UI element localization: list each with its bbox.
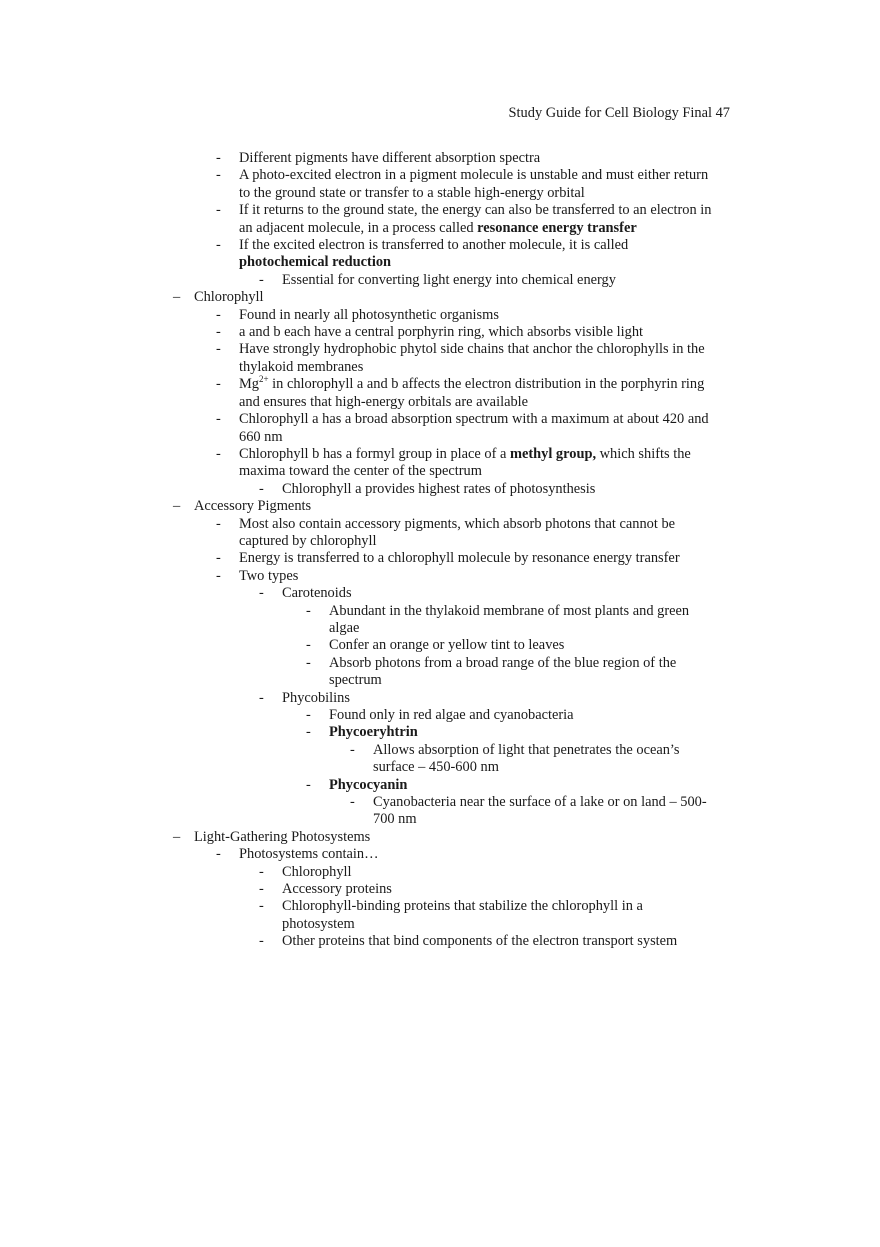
outline-item — [0, 237, 880, 272]
outline-item-text — [0, 707, 880, 724]
outline-item-text — [0, 655, 880, 690]
bullet-marker: - — [216, 376, 221, 393]
text-line: Found only in red algae and cyanobacteria — [329, 707, 574, 723]
bullet-marker: - — [259, 271, 264, 288]
bullet-marker: - — [350, 741, 355, 758]
bullet-marker: - — [306, 707, 311, 723]
bullet-marker: - — [259, 689, 264, 706]
text-line: a and b each have a central porphyrin ring, which absorbs visible light — [239, 324, 644, 341]
bullet-marker: - — [259, 585, 264, 602]
outline-item — [0, 516, 880, 551]
outline-item — [0, 568, 880, 585]
text-line: and ensures that high-energy orbitals are available — [239, 393, 529, 410]
outline-item — [0, 341, 880, 376]
outline-item — [0, 202, 880, 237]
text-line: Accessory proteins — [282, 881, 392, 898]
outline-item-text — [0, 289, 880, 306]
text-line: photosystem — [282, 915, 355, 932]
outline-item-text — [0, 307, 880, 324]
text-line: Essential for converting light energy into chemical energy — [282, 271, 616, 288]
bullet-marker: - — [306, 654, 311, 671]
text-line: Most also contain accessory pigments, which absorb photons that cannot be — [239, 515, 676, 532]
outline-item — [0, 829, 880, 846]
outline-item-text — [0, 550, 880, 567]
bullet-marker: - — [259, 898, 264, 915]
bullet-marker: – — [173, 498, 181, 515]
outline-item-text — [0, 411, 880, 446]
text-line: Chlorophyll b has a formyl group in place of a methyl group, which shifts the — [239, 445, 691, 462]
outline-item-text — [0, 585, 880, 602]
text-line: an adjacent molecule, in a process called resonance energy transfer — [239, 219, 637, 236]
bold-term: Phycocyanin — [329, 776, 408, 793]
bullet-marker: - — [216, 324, 221, 341]
outline-item-text — [0, 150, 880, 167]
outline-item-text — [0, 864, 880, 881]
outline-item-text — [0, 376, 880, 411]
outline-item — [0, 864, 880, 881]
text-line: Accessory Pigments — [194, 498, 312, 515]
text-line: 660 nm — [239, 428, 283, 445]
bullet-marker: - — [259, 933, 264, 950]
outline-item — [0, 167, 880, 202]
outline-item — [0, 846, 880, 863]
outline-item-text — [0, 777, 880, 794]
text-line: spectrum — [329, 672, 382, 689]
text-line: Chlorophyll a has a broad absorption spectrum with a maximum at about 420 and — [239, 411, 709, 428]
bold-term: resonance energy transfer — [477, 219, 637, 236]
outline-item-text — [0, 898, 880, 933]
text-line: Absorb photons from a broad range of the blue region of the — [329, 654, 677, 671]
outline-item — [0, 498, 880, 515]
bullet-marker: - — [216, 202, 221, 219]
text-line: surface – 450-600 nm — [373, 759, 499, 776]
outline-item — [0, 881, 880, 898]
bullet-marker: - — [216, 150, 221, 166]
text-line: maxima toward the center of the spectrum — [239, 463, 482, 480]
text-line: Chlorophyll a provides highest rates of photosynthesis — [282, 480, 596, 497]
text-line: Other proteins that bind components of the electron transport system — [282, 933, 678, 950]
text-line: Confer an orange or yellow tint to leaves — [329, 637, 565, 654]
outline-item — [0, 898, 880, 933]
bullet-marker: - — [259, 480, 264, 497]
outline-item-text — [0, 794, 880, 829]
outline-item — [0, 307, 880, 324]
text-line: If the excited electron is transferred to another molecule, it is called — [239, 237, 629, 254]
text-line: If it returns to the ground state, the energy can also be transferred to an electron in — [239, 202, 712, 219]
outline-item-text — [0, 568, 880, 585]
text-line: Abundant in the thylakoid membrane of most plants and green — [329, 602, 690, 619]
bullet-marker: - — [216, 515, 221, 532]
outline-item-text — [0, 167, 880, 202]
bullet-marker: - — [259, 881, 264, 898]
text-line: $Mg^{2+}$ in chlorophyll a and b affects the electron distribution in the porphyrin ring — [239, 374, 705, 393]
text-line — [329, 724, 880, 741]
bullet-marker: - — [216, 846, 221, 863]
outline-item-text — [0, 272, 880, 289]
bold-term: photochemical reduction — [239, 254, 392, 271]
text-line: Chlorophyll-binding proteins that stabilize the chlorophyll in a — [282, 898, 643, 915]
text-line: Light-Gathering Photosystems — [194, 828, 371, 845]
outline-item — [0, 794, 880, 829]
bullet-marker: - — [216, 341, 221, 358]
text-line: Chlorophyll — [282, 863, 352, 880]
bullet-marker: - — [216, 550, 221, 567]
page-header: Study Guide for Cell Biology Final 47 — [508, 105, 730, 121]
outline-item-text — [0, 690, 880, 707]
outline-item — [0, 637, 880, 654]
bullet-marker: - — [216, 167, 221, 184]
outline-item — [0, 724, 880, 741]
outline-item-text — [0, 603, 880, 638]
outline-item — [0, 742, 880, 777]
bullet-marker: – — [173, 828, 181, 845]
bullet-marker: - — [350, 794, 355, 811]
outline-item-text — [0, 237, 880, 272]
text-line: captured by chlorophyll — [239, 532, 377, 549]
outline-item — [0, 376, 880, 411]
outline-item-text — [0, 324, 880, 341]
bullet-marker: - — [306, 602, 311, 619]
outline-item — [0, 324, 880, 341]
outline-item-text — [0, 341, 880, 376]
outline-item — [0, 777, 880, 794]
outline-item — [0, 585, 880, 602]
outline-item — [0, 603, 880, 638]
bold-term: methyl group, — [509, 445, 597, 462]
outline-item-text — [0, 846, 880, 863]
bullet-marker: - — [306, 637, 311, 654]
text-line: Allows absorption of light that penetrates the ocean’s — [373, 741, 680, 758]
text-line: 700 nm — [373, 811, 417, 828]
outline-item — [0, 411, 880, 446]
text-line: Have strongly hydrophobic phytol side chains that anchor the chlorophylls in the — [239, 341, 705, 358]
outline-item-text — [0, 724, 880, 741]
outline-item-text — [0, 516, 880, 551]
outline-item — [0, 150, 880, 167]
bullet-marker: - — [216, 445, 221, 462]
outline-item — [0, 655, 880, 690]
text-line — [239, 254, 880, 271]
text-line: Chlorophyll — [194, 289, 264, 306]
text-line: Phycobilins — [282, 689, 350, 706]
text-line: to the ground state or transfer to a stable high-energy orbital — [239, 184, 585, 201]
bold-term: Phycoeryhtrin — [329, 724, 418, 741]
text-line: Two types — [239, 567, 299, 584]
bullet-marker: - — [306, 724, 311, 741]
outline-item-text — [0, 498, 880, 515]
outline-item-text — [0, 933, 880, 950]
outline-item-text — [0, 742, 880, 777]
bullet-marker: - — [259, 863, 264, 880]
bullet-marker: - — [216, 237, 221, 254]
outline-item-text — [0, 481, 880, 498]
text-line: Photosystems contain… — [239, 846, 379, 863]
bullet-marker: - — [216, 567, 221, 584]
outline-item-text — [0, 446, 880, 481]
text-line: algae — [329, 619, 360, 636]
text-line: Carotenoids — [282, 585, 352, 602]
outline-item — [0, 481, 880, 498]
outline-item-text — [0, 202, 880, 237]
outline-item-text — [0, 637, 880, 654]
text-line: Found in nearly all photosynthetic organisms — [239, 306, 499, 323]
bullet-marker: - — [306, 776, 311, 793]
outline-item — [0, 272, 880, 289]
outline-item-text — [0, 829, 880, 846]
text-line: Energy is transferred to a chlorophyll molecule by resonance energy transfer — [239, 550, 680, 567]
text-line: Different pigments have different absorption spectra — [239, 150, 541, 166]
outline-item — [0, 289, 880, 306]
outline-item — [0, 690, 880, 707]
outline-item-text — [0, 881, 880, 898]
text-line: thylakoid membranes — [239, 358, 364, 375]
superscript: 2+ — [259, 374, 269, 385]
outline-item — [0, 933, 880, 950]
outline-content — [0, 150, 880, 951]
bullet-marker: - — [216, 411, 221, 428]
outline-item — [0, 446, 880, 481]
bullet-marker: - — [216, 306, 221, 323]
text-line — [329, 777, 880, 794]
outline-item — [0, 550, 880, 567]
outline-item — [0, 707, 880, 724]
bullet-marker: – — [173, 289, 181, 306]
text-line: Cyanobacteria near the surface of a lake or on land – 500- — [373, 794, 707, 811]
text-line: A photo-excited electron in a pigment molecule is unstable and must either return — [239, 167, 709, 184]
